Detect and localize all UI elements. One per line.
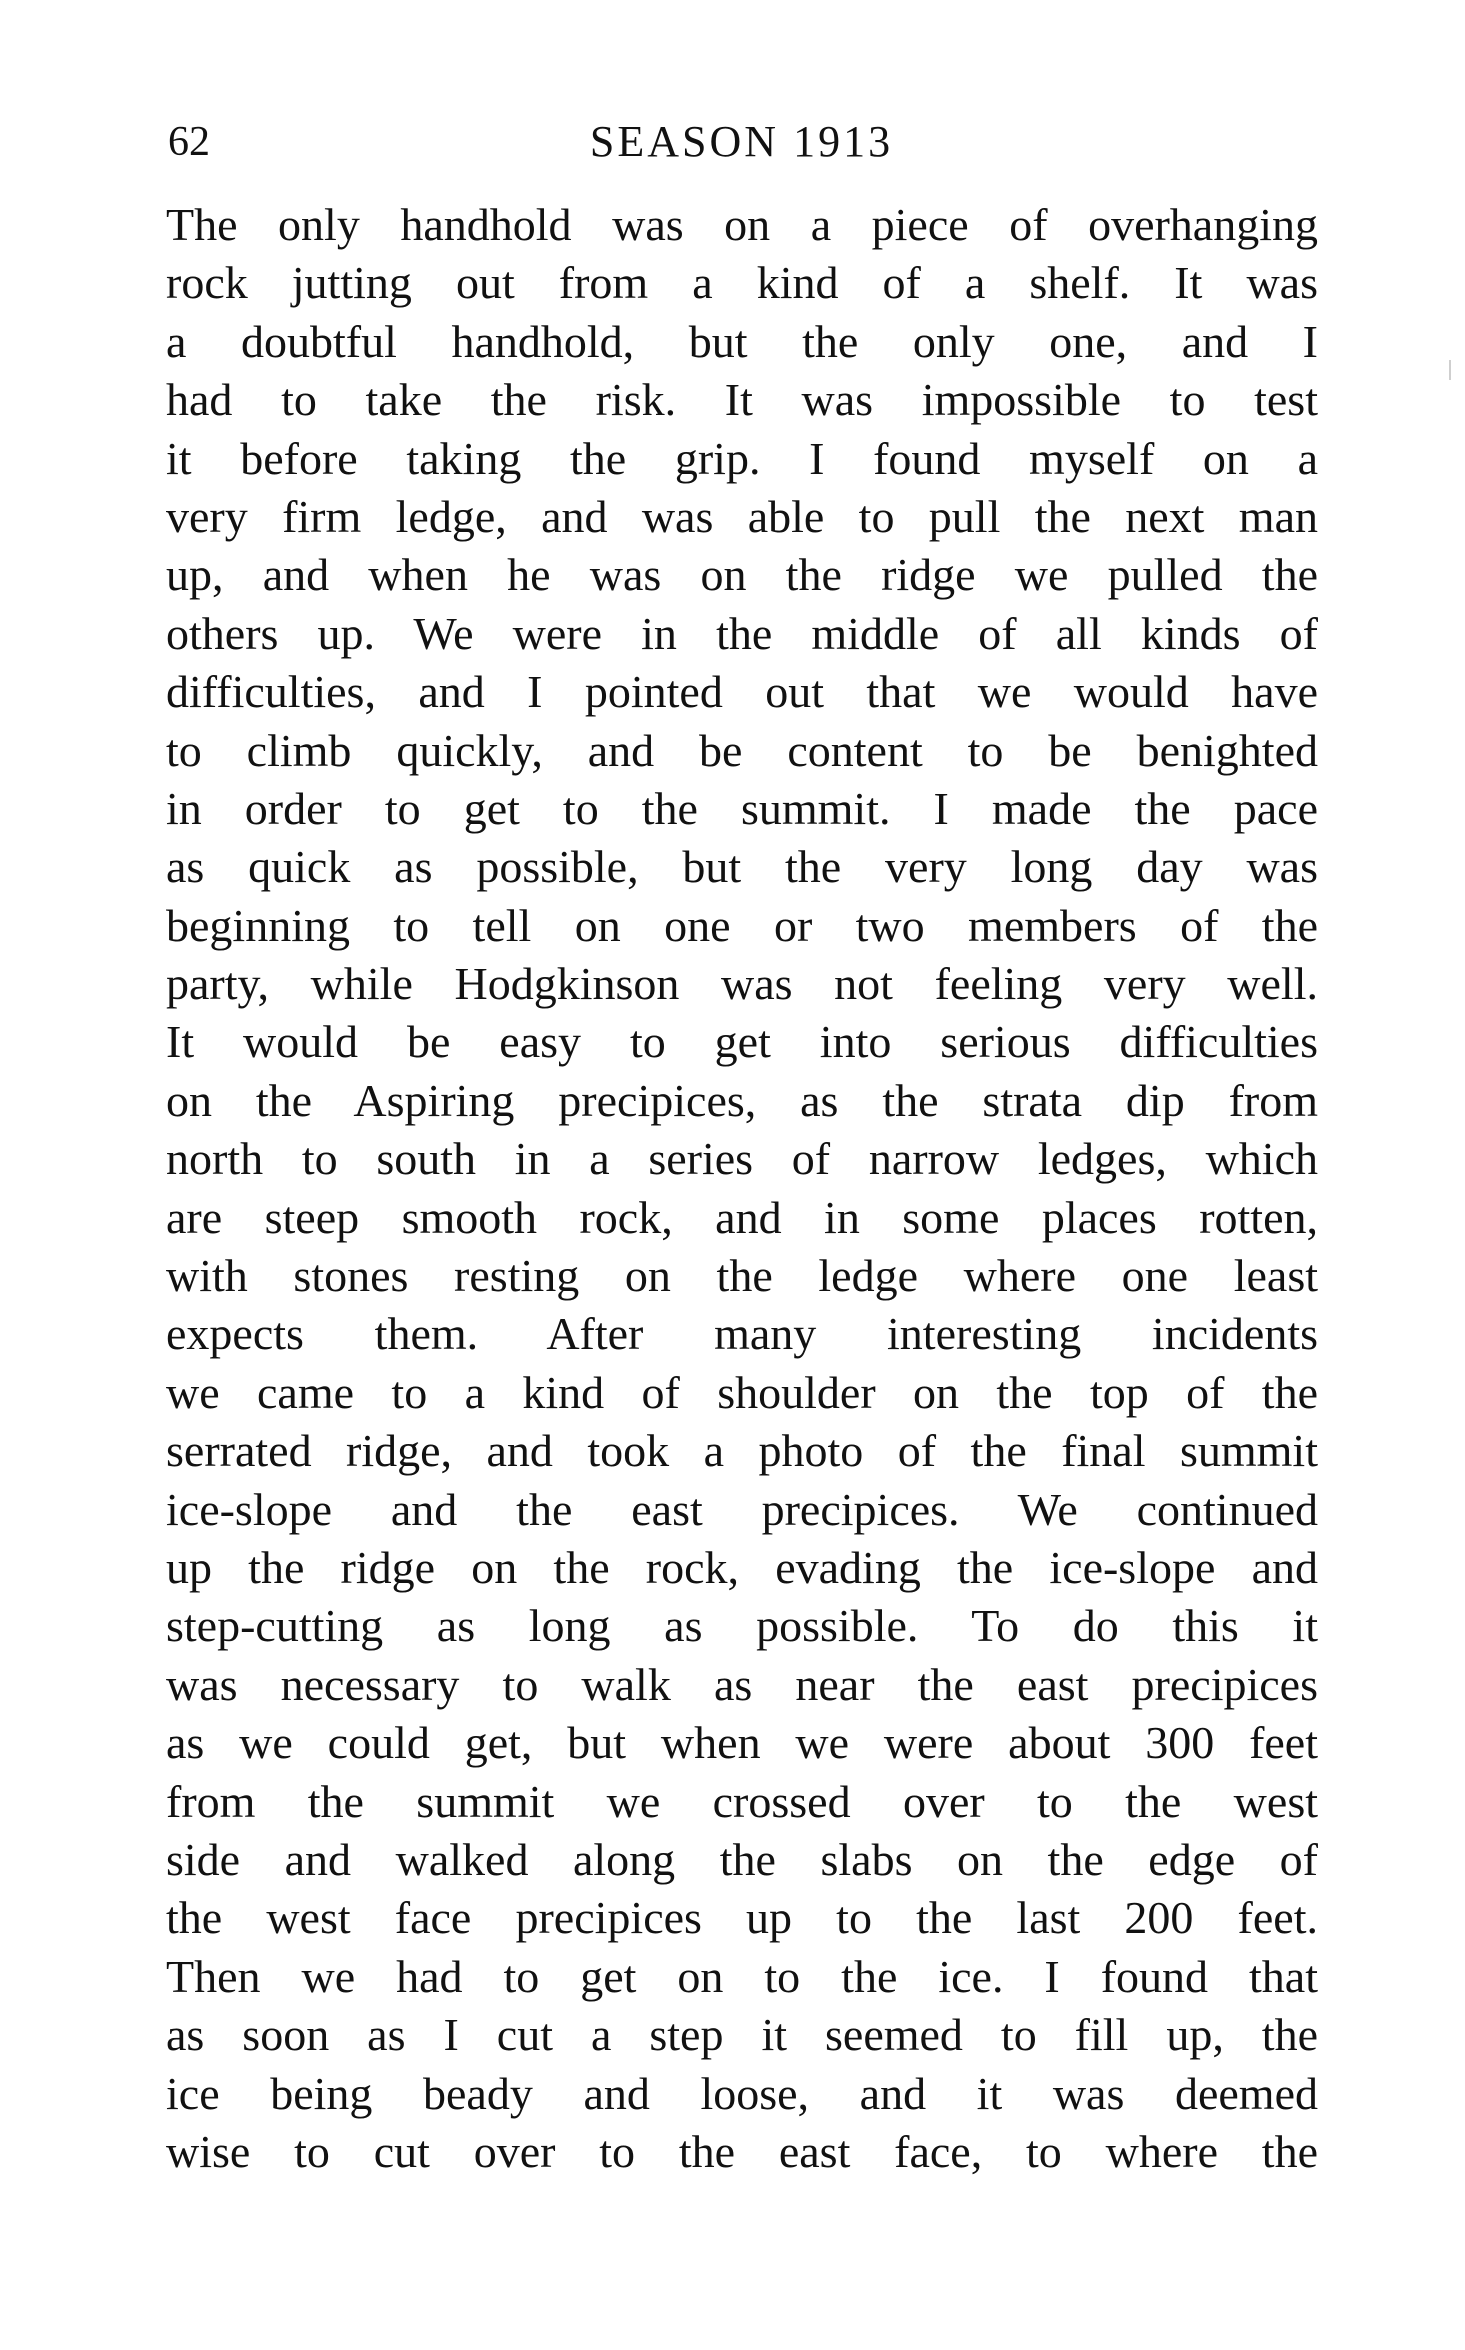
text-line: wise to cut over to the east face, to where the xyxy=(166,2125,1318,2177)
text-line: as soon as I cut a step it seemed to fill up, the xyxy=(166,2009,1318,2061)
text-line: very firm ledge, and was able to pull the next man xyxy=(166,490,1318,542)
text-line: from the summit we crossed over to the west xyxy=(166,1775,1318,1827)
page-number: 62 xyxy=(168,119,210,165)
text-line: step-cutting as long as possible. To do this it xyxy=(166,1600,1318,1652)
text-line: up the ridge on the rock, evading the ice-slope and xyxy=(166,1541,1318,1593)
text-line: It would be easy to get into serious difficulties xyxy=(166,1016,1318,1068)
text-line: north to south in a series of narrow ledges, which xyxy=(166,1133,1318,1185)
running-head: SEASON 1913 xyxy=(589,117,894,166)
text-line: are steep smooth rock, and in some places rotten, xyxy=(166,1191,1318,1243)
body-text xyxy=(166,196,1318,2181)
text-line: The only handhold was on a piece of overhanging xyxy=(166,199,1318,250)
text-line: with stones resting on the ledge where one least xyxy=(166,1250,1318,1302)
text-line: others up. We were in the middle of all kinds of xyxy=(166,607,1318,659)
text-line: as quick as possible, but the very long day was xyxy=(166,841,1318,893)
page-header xyxy=(168,112,1315,172)
text-line: we came to a kind of shoulder on the top of the xyxy=(166,1366,1318,1418)
text-line: expects them. After many interesting incidents xyxy=(166,1308,1318,1360)
text-line: ice being beady and loose, and it was deemed xyxy=(166,2067,1318,2119)
scan-margin-mark xyxy=(1449,360,1451,380)
text-line: beginning to tell on one or two members of the xyxy=(166,899,1318,951)
text-line: was necessary to walk as near the east precipices xyxy=(166,1658,1318,1710)
text-line: serrated ridge, and took a photo of the final summit xyxy=(166,1425,1318,1477)
text-line: the west face precipices up to the last 200 feet. xyxy=(166,1892,1318,1944)
text-line: a doubtful handhold, but the only one, and I xyxy=(166,315,1318,367)
text-line: it before taking the grip. I found myself on a xyxy=(166,432,1318,484)
text-line: difficulties, and I pointed out that we would have xyxy=(166,666,1318,718)
text-line: ice-slope and the east precipices. We continued xyxy=(166,1483,1318,1535)
text-line: to climb quickly, and be content to be benighted xyxy=(166,724,1318,776)
text-line: party, while Hodgkinson was not feeling very well. xyxy=(166,958,1318,1010)
text-line: as we could get, but when we were about 300 feet xyxy=(166,1717,1318,1769)
text-line: in order to get to the summit. I made the pace xyxy=(166,782,1318,834)
text-line: up, and when he was on the ridge we pulled the xyxy=(166,549,1318,601)
text-line: rock jutting out from a kind of a shelf. It was xyxy=(166,257,1318,309)
text-line: Then we had to get on to the ice. I found that xyxy=(166,1950,1318,2002)
text-line: had to take the risk. It was impossible to test xyxy=(166,374,1318,426)
text-line: side and walked along the slabs on the edge of xyxy=(166,1833,1318,1885)
text-line: on the Aspiring precipices, as the strata dip from xyxy=(166,1074,1318,1126)
